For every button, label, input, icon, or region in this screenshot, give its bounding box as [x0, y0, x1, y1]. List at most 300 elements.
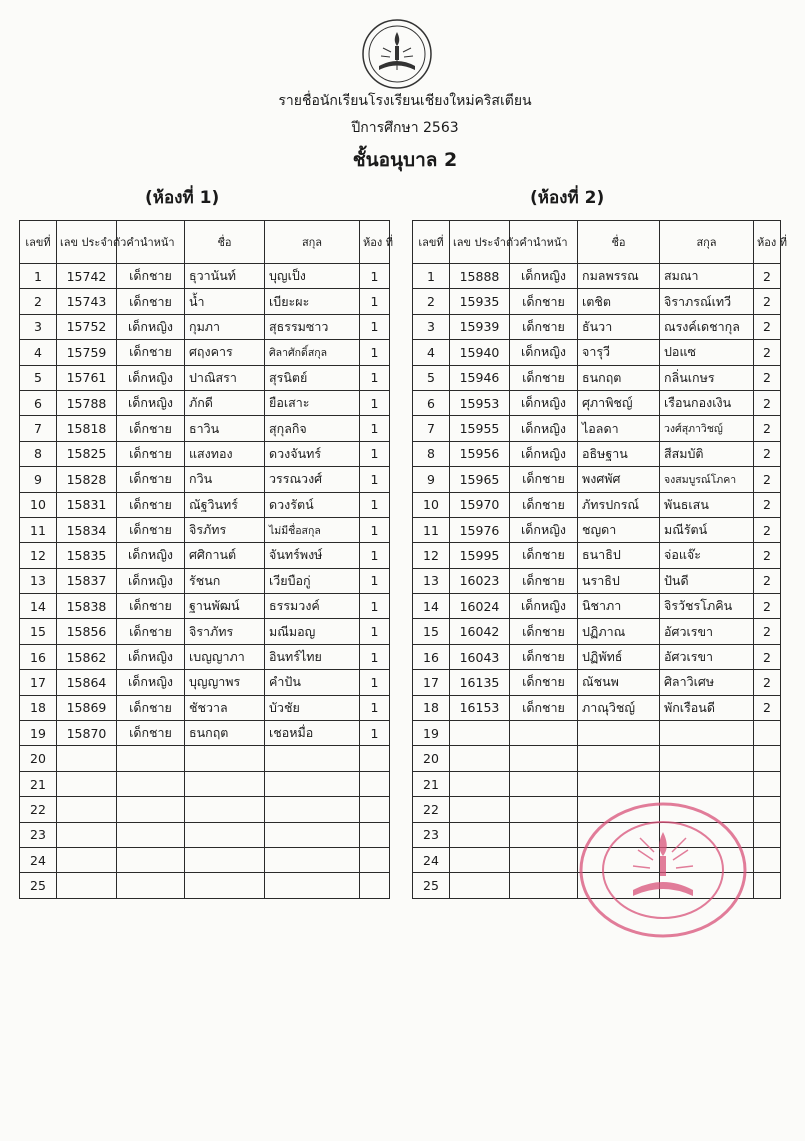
- room-number: 2: [754, 492, 781, 517]
- student-id: [57, 822, 117, 847]
- last-name: เชอหมื่อ: [265, 721, 360, 746]
- first-name: [185, 822, 265, 847]
- student-id: 15940: [450, 340, 510, 365]
- name-prefix: เด็กชาย: [510, 644, 578, 669]
- room-number: 2: [754, 594, 781, 619]
- row-number: 24: [20, 847, 57, 872]
- room1-title: (ห้องที่ 1): [145, 188, 220, 208]
- first-name: ธันวา: [578, 314, 660, 339]
- last-name: จิราภรณ์เทวี: [660, 289, 754, 314]
- name-prefix: [510, 797, 578, 822]
- room-number: 2: [754, 314, 781, 339]
- student-id: 15788: [57, 390, 117, 415]
- room-number: 1: [360, 721, 390, 746]
- name-prefix: เด็กชาย: [510, 365, 578, 390]
- table-row: [20, 721, 390, 746]
- table-row: [413, 441, 781, 466]
- student-id: [450, 847, 510, 872]
- first-name: [185, 873, 265, 898]
- first-name: นิชาภา: [578, 594, 660, 619]
- row-number: 1: [20, 264, 57, 289]
- table-row: [20, 441, 390, 466]
- first-name: กวิน: [185, 467, 265, 492]
- first-name: [185, 847, 265, 872]
- last-name: ปันดี: [660, 568, 754, 593]
- first-name: [185, 746, 265, 771]
- first-name: จิราภัทร: [185, 619, 265, 644]
- last-name: มณีรัตน์: [660, 517, 754, 542]
- last-name: กลิ่นเกษร: [660, 365, 754, 390]
- room-number: [754, 721, 781, 746]
- table-row: [20, 873, 390, 898]
- row-number: 14: [20, 594, 57, 619]
- row-number: 9: [413, 467, 450, 492]
- header-col-room: ห้อง ที่: [754, 221, 781, 264]
- school-title: รายชื่อนักเรียนโรงเรียนเชียงใหม่คริสเตียน: [278, 93, 532, 109]
- last-name: บุญเป็ง: [265, 264, 360, 289]
- first-name: [185, 797, 265, 822]
- student-id: 15935: [450, 289, 510, 314]
- room-number: [360, 771, 390, 796]
- row-number: 10: [20, 492, 57, 517]
- room-number: 1: [360, 543, 390, 568]
- student-id: 16153: [450, 695, 510, 720]
- name-prefix: เด็กชาย: [510, 467, 578, 492]
- first-name: ศุภาพิชญ์: [578, 390, 660, 415]
- name-prefix: เด็กชาย: [510, 289, 578, 314]
- room-number: 1: [360, 264, 390, 289]
- row-number: 3: [413, 314, 450, 339]
- student-id: 15970: [450, 492, 510, 517]
- header-col-first-name: ชื่อ: [578, 221, 660, 264]
- row-number: 21: [413, 771, 450, 796]
- row-number: 5: [413, 365, 450, 390]
- last-name: [265, 797, 360, 822]
- student-id: 15752: [57, 314, 117, 339]
- room-number: [754, 847, 781, 872]
- row-number: 1: [413, 264, 450, 289]
- name-prefix: [117, 771, 185, 796]
- first-name: นราธิป: [578, 568, 660, 593]
- first-name: ปฏิพัทธ์: [578, 644, 660, 669]
- header-col-first-name: ชื่อ: [185, 221, 265, 264]
- name-prefix: เด็กหญิง: [117, 568, 185, 593]
- student-id: 16024: [450, 594, 510, 619]
- student-id: 15888: [450, 264, 510, 289]
- row-number: 25: [413, 873, 450, 898]
- last-name: ยือเสาะ: [265, 390, 360, 415]
- student-id: [57, 847, 117, 872]
- student-id: 15835: [57, 543, 117, 568]
- school-emblem-icon: [361, 18, 433, 90]
- table-row: [20, 771, 390, 796]
- room-number: 2: [754, 340, 781, 365]
- first-name: ภักดี: [185, 390, 265, 415]
- table-row: [20, 492, 390, 517]
- first-name: อธิษฐาน: [578, 441, 660, 466]
- first-name: ธุวานันท์: [185, 264, 265, 289]
- first-name: ณัฐวินทร์: [185, 492, 265, 517]
- student-id: 15838: [57, 594, 117, 619]
- name-prefix: เด็กชาย: [510, 543, 578, 568]
- first-name: ศฤงคาร: [185, 340, 265, 365]
- name-prefix: เด็กชาย: [510, 568, 578, 593]
- first-name: เตชิต: [578, 289, 660, 314]
- student-id: [450, 797, 510, 822]
- first-name: ณัชนพ: [578, 670, 660, 695]
- first-name: ปาณิสรา: [185, 365, 265, 390]
- table-row: [20, 416, 390, 441]
- row-number: 4: [20, 340, 57, 365]
- first-name: เบญญาภา: [185, 644, 265, 669]
- row-number: 13: [413, 568, 450, 593]
- name-prefix: เด็กชาย: [117, 441, 185, 466]
- row-number: 6: [20, 390, 57, 415]
- name-prefix: เด็กหญิง: [510, 340, 578, 365]
- room-number: 2: [754, 390, 781, 415]
- room1-table: [19, 220, 393, 899]
- room-number: 2: [754, 441, 781, 466]
- last-name: ดวงรัตน์: [265, 492, 360, 517]
- table-row: [20, 619, 390, 644]
- name-prefix: เด็กหญิง: [117, 670, 185, 695]
- school-stamp-icon: [578, 800, 748, 940]
- first-name: กุมภา: [185, 314, 265, 339]
- last-name: ณรงค์เดชากุล: [660, 314, 754, 339]
- name-prefix: เด็กชาย: [117, 517, 185, 542]
- student-id: 16135: [450, 670, 510, 695]
- row-number: 12: [20, 543, 57, 568]
- student-id: 15825: [57, 441, 117, 466]
- room-number: 1: [360, 365, 390, 390]
- student-id: 15837: [57, 568, 117, 593]
- row-number: 19: [20, 721, 57, 746]
- last-name: สุกุลกิจ: [265, 416, 360, 441]
- name-prefix: เด็กหญิง: [510, 264, 578, 289]
- name-prefix: เด็กชาย: [117, 492, 185, 517]
- last-name: ธรรมวงค์: [265, 594, 360, 619]
- room-number: 1: [360, 289, 390, 314]
- first-name: ธนกฤต: [578, 365, 660, 390]
- row-number: 11: [413, 517, 450, 542]
- room-number: 2: [754, 289, 781, 314]
- room-number: 1: [360, 619, 390, 644]
- room-number: 1: [360, 340, 390, 365]
- first-name: ชญดา: [578, 517, 660, 542]
- room-number: 2: [754, 517, 781, 542]
- name-prefix: เด็กหญิง: [117, 390, 185, 415]
- name-prefix: [510, 771, 578, 796]
- room-number: 1: [360, 568, 390, 593]
- room-number: [360, 847, 390, 872]
- student-id: 16043: [450, 644, 510, 669]
- table-row: [413, 314, 781, 339]
- table-row: [413, 594, 781, 619]
- table-row: [20, 365, 390, 390]
- first-name: ภาณุวิชญ์: [578, 695, 660, 720]
- room-number: 2: [754, 619, 781, 644]
- row-number: 9: [20, 467, 57, 492]
- last-name: ศิลาศักดิ์สกุล: [265, 340, 360, 365]
- row-number: 16: [20, 644, 57, 669]
- table-row: [20, 543, 390, 568]
- name-prefix: เด็กชาย: [117, 467, 185, 492]
- row-number: 19: [413, 721, 450, 746]
- table-row: [413, 340, 781, 365]
- row-number: 11: [20, 517, 57, 542]
- student-id: 15864: [57, 670, 117, 695]
- table-row: [20, 390, 390, 415]
- name-prefix: เด็กชาย: [117, 340, 185, 365]
- room-number: [754, 746, 781, 771]
- row-number: 16: [413, 644, 450, 669]
- academic-year: ปีการศึกษา 2563: [351, 120, 459, 136]
- first-name: ปฏิภาณ: [578, 619, 660, 644]
- last-name: บัวชัย: [265, 695, 360, 720]
- row-number: 2: [20, 289, 57, 314]
- row-number: 14: [413, 594, 450, 619]
- row-number: 3: [20, 314, 57, 339]
- row-number: 22: [413, 797, 450, 822]
- table-row: [413, 721, 781, 746]
- row-number: 18: [20, 695, 57, 720]
- last-name: [660, 746, 754, 771]
- name-prefix: [117, 746, 185, 771]
- room-number: 2: [754, 670, 781, 695]
- table-row: [20, 314, 390, 339]
- table-row: [413, 467, 781, 492]
- room-number: 1: [360, 594, 390, 619]
- row-number: 17: [413, 670, 450, 695]
- last-name: ศิลาวิเศษ: [660, 670, 754, 695]
- row-number: 18: [413, 695, 450, 720]
- first-name: รัชนก: [185, 568, 265, 593]
- row-number: 7: [20, 416, 57, 441]
- row-number: 8: [20, 441, 57, 466]
- table-row: [20, 847, 390, 872]
- last-name: คำปัน: [265, 670, 360, 695]
- name-prefix: [510, 822, 578, 847]
- last-name: สีสมบัติ: [660, 441, 754, 466]
- table-row: [413, 619, 781, 644]
- student-id: [450, 873, 510, 898]
- header-col-number: เลขที่: [413, 221, 450, 264]
- last-name: [660, 721, 754, 746]
- room-number: 2: [754, 467, 781, 492]
- table-row: [20, 340, 390, 365]
- row-number: 23: [413, 822, 450, 847]
- room-number: 2: [754, 264, 781, 289]
- room-number: [754, 771, 781, 796]
- name-prefix: เด็กหญิง: [117, 543, 185, 568]
- row-number: 23: [20, 822, 57, 847]
- table-row: [20, 644, 390, 669]
- room-number: 1: [360, 517, 390, 542]
- header-col-number: เลขที่: [20, 221, 57, 264]
- name-prefix: เด็กหญิง: [510, 517, 578, 542]
- room-number: 2: [754, 365, 781, 390]
- name-prefix: เด็กชาย: [510, 670, 578, 695]
- student-id: 15946: [450, 365, 510, 390]
- row-number: 10: [413, 492, 450, 517]
- row-number: 8: [413, 441, 450, 466]
- first-name: กมลพรรณ: [578, 264, 660, 289]
- room2-title: (ห้องที่ 2): [530, 188, 605, 208]
- room-number: 1: [360, 467, 390, 492]
- last-name: จันทร์พงษ์: [265, 543, 360, 568]
- room-number: 1: [360, 644, 390, 669]
- row-number: 15: [20, 619, 57, 644]
- table-row: [20, 822, 390, 847]
- last-name: เรือนกองเงิน: [660, 390, 754, 415]
- row-number: 5: [20, 365, 57, 390]
- name-prefix: เด็กหญิง: [510, 441, 578, 466]
- room-number: 1: [360, 441, 390, 466]
- row-number: 7: [413, 416, 450, 441]
- room-number: [754, 797, 781, 822]
- student-id: [450, 746, 510, 771]
- row-number: 15: [413, 619, 450, 644]
- first-name: พงศพัศ: [578, 467, 660, 492]
- room-number: [360, 822, 390, 847]
- last-name: จิรวัชรโภคิน: [660, 594, 754, 619]
- student-id: 15742: [57, 264, 117, 289]
- last-name: ปอแซ: [660, 340, 754, 365]
- last-name: พันธเสน: [660, 492, 754, 517]
- table-row: [20, 568, 390, 593]
- last-name: อินทร์ไทย: [265, 644, 360, 669]
- first-name: ธนกฤต: [185, 721, 265, 746]
- student-id: 16042: [450, 619, 510, 644]
- last-name: อัศวเรขา: [660, 644, 754, 669]
- table-header-row: [20, 221, 390, 264]
- first-name: ธนาธิป: [578, 543, 660, 568]
- table-header-row: [413, 221, 781, 264]
- header-col-room: ห้อง ที่: [360, 221, 390, 264]
- first-name: ภัทรปกรณ์: [578, 492, 660, 517]
- room-number: [360, 746, 390, 771]
- first-name: [185, 771, 265, 796]
- row-number: 4: [413, 340, 450, 365]
- last-name: ดวงจันทร์: [265, 441, 360, 466]
- table-row: [413, 746, 781, 771]
- first-name: [578, 746, 660, 771]
- student-id: 15743: [57, 289, 117, 314]
- name-prefix: เด็กหญิง: [117, 314, 185, 339]
- student-id: 15955: [450, 416, 510, 441]
- row-number: 20: [413, 746, 450, 771]
- first-name: บุญญาพร: [185, 670, 265, 695]
- room-number: 2: [754, 695, 781, 720]
- first-name: ชัชวาล: [185, 695, 265, 720]
- name-prefix: [510, 721, 578, 746]
- name-prefix: [510, 847, 578, 872]
- first-name: [578, 721, 660, 746]
- student-id: 15761: [57, 365, 117, 390]
- row-number: 17: [20, 670, 57, 695]
- first-name: แสงทอง: [185, 441, 265, 466]
- last-name: ไม่มีชื่อสกุล: [265, 517, 360, 542]
- table-row: [413, 670, 781, 695]
- first-name: ธาวิน: [185, 416, 265, 441]
- student-id: [57, 873, 117, 898]
- last-name: มณีมอญ: [265, 619, 360, 644]
- student-id: [450, 771, 510, 796]
- name-prefix: เด็กชาย: [510, 695, 578, 720]
- header-col-student-id: เลข ประจำตัว: [450, 221, 510, 264]
- student-id: 15856: [57, 619, 117, 644]
- room-number: 2: [754, 644, 781, 669]
- row-number: 25: [20, 873, 57, 898]
- last-name: [265, 746, 360, 771]
- last-name: จ่อแจ๊ะ: [660, 543, 754, 568]
- student-id: 15828: [57, 467, 117, 492]
- room-number: [360, 873, 390, 898]
- table-row: [20, 594, 390, 619]
- table-row: [413, 264, 781, 289]
- table-row: [413, 390, 781, 415]
- last-name: สมณา: [660, 264, 754, 289]
- name-prefix: [510, 746, 578, 771]
- student-id: 15965: [450, 467, 510, 492]
- last-name: เวียบือกู่: [265, 568, 360, 593]
- first-name: ศศิกานต์: [185, 543, 265, 568]
- last-name: สุธรรมซาว: [265, 314, 360, 339]
- first-name: จารุวี: [578, 340, 660, 365]
- room-number: 1: [360, 314, 390, 339]
- table-row: [413, 517, 781, 542]
- name-prefix: [117, 873, 185, 898]
- name-prefix: เด็กชาย: [510, 314, 578, 339]
- room-number: [360, 797, 390, 822]
- table-row: [20, 467, 390, 492]
- table-row: [413, 568, 781, 593]
- student-id: 16023: [450, 568, 510, 593]
- last-name: [265, 822, 360, 847]
- table-row: [20, 695, 390, 720]
- row-number: 6: [413, 390, 450, 415]
- last-name: [265, 847, 360, 872]
- room-number: [754, 822, 781, 847]
- last-name: [660, 771, 754, 796]
- table-row: [413, 771, 781, 796]
- table-row: [413, 492, 781, 517]
- student-id: 15939: [450, 314, 510, 339]
- name-prefix: เด็กชาย: [510, 619, 578, 644]
- name-prefix: [117, 797, 185, 822]
- name-prefix: เด็กชาย: [117, 594, 185, 619]
- name-prefix: เด็กชาย: [117, 721, 185, 746]
- student-id: [57, 771, 117, 796]
- table-row: [413, 416, 781, 441]
- name-prefix: [510, 873, 578, 898]
- table-row: [413, 644, 781, 669]
- name-prefix: เด็กหญิง: [510, 390, 578, 415]
- student-id: 15956: [450, 441, 510, 466]
- first-name: จิรภัทร: [185, 517, 265, 542]
- name-prefix: เด็กหญิง: [117, 644, 185, 669]
- last-name: สุรนิตย์: [265, 365, 360, 390]
- header-col-student-id: เลข ประจำตัว: [57, 221, 117, 264]
- name-prefix: เด็กชาย: [117, 619, 185, 644]
- student-id: 15953: [450, 390, 510, 415]
- name-prefix: เด็กชาย: [117, 289, 185, 314]
- row-number: 24: [413, 847, 450, 872]
- room-number: 1: [360, 390, 390, 415]
- table-row: [413, 365, 781, 390]
- first-name: น้ำ: [185, 289, 265, 314]
- first-name: ไอลดา: [578, 416, 660, 441]
